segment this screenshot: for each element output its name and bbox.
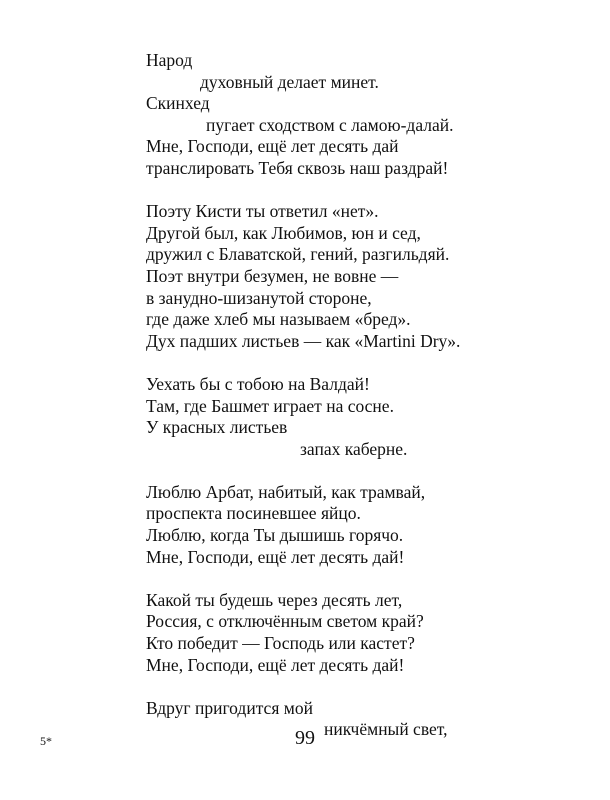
- poem-line: Люблю Арбат, набитый, как трамвай,: [146, 481, 426, 502]
- page-number: 99: [295, 727, 315, 749]
- poem-body: [146, 50, 586, 763]
- poem-line: Какой ты будешь через десять лет,: [146, 589, 403, 610]
- poem-line: в занудно-шизанутой стороне,: [146, 287, 372, 308]
- poem-line: Мне, Господи, ещё лет десять дай!: [146, 654, 405, 675]
- poem-line: Народ: [146, 50, 193, 70]
- poem-line: никчёмный свет,: [324, 719, 448, 740]
- poem-line: Мне, Господи, ещё лет десять дай!: [146, 546, 405, 567]
- poem-line: транслировать Тебя сквозь наш раздрай!: [146, 157, 449, 178]
- printer-signature-mark: 5*: [40, 734, 52, 748]
- poem-line: Уехать бы с тобою на Валдай!: [146, 373, 370, 394]
- poem-line: Вдруг пригодится мой: [146, 697, 313, 718]
- poem-line: пугает сходством с ламою-далай.: [206, 114, 454, 135]
- stanza-2: [146, 201, 586, 352]
- poem-line: дружил с Блаватской, гений, разгильдяй.: [146, 244, 450, 265]
- poem-line: Люблю, когда Ты дышишь горячо.: [146, 525, 404, 546]
- poem-line: У красных листьев: [146, 417, 288, 438]
- poem-line: где даже хлеб мы называем «бред».: [146, 309, 411, 330]
- poem-line: Поэту Кисти ты ответил «нет».: [146, 201, 379, 222]
- stanza-4: [146, 482, 586, 568]
- stanza-5: [146, 590, 586, 676]
- poem-line: Россия, с отключённым светом край?: [146, 611, 424, 632]
- poem-line: Там, где Башмет играет на сосне.: [146, 395, 394, 416]
- poem-line: Мне, Господи, ещё лет десять дай: [146, 136, 399, 157]
- poem-line: Поэт внутри безумен, не вовне —: [146, 265, 399, 286]
- stanza-3: [146, 374, 586, 460]
- poem-line: Другой был, как Любимов, юн и сед,: [146, 222, 421, 243]
- poem-line: запах каберне.: [300, 438, 408, 459]
- poem-line: проспекта посиневшее яйцо.: [146, 503, 361, 524]
- poem-line: духовный делает минет.: [200, 71, 379, 92]
- poem-line: Кто победит — Господь или кастет?: [146, 633, 415, 654]
- poem-line: Скинхед: [146, 93, 210, 114]
- stanza-1: [146, 50, 586, 180]
- poem-line: Дух падших листьев — как «Martini Dry».: [146, 330, 461, 351]
